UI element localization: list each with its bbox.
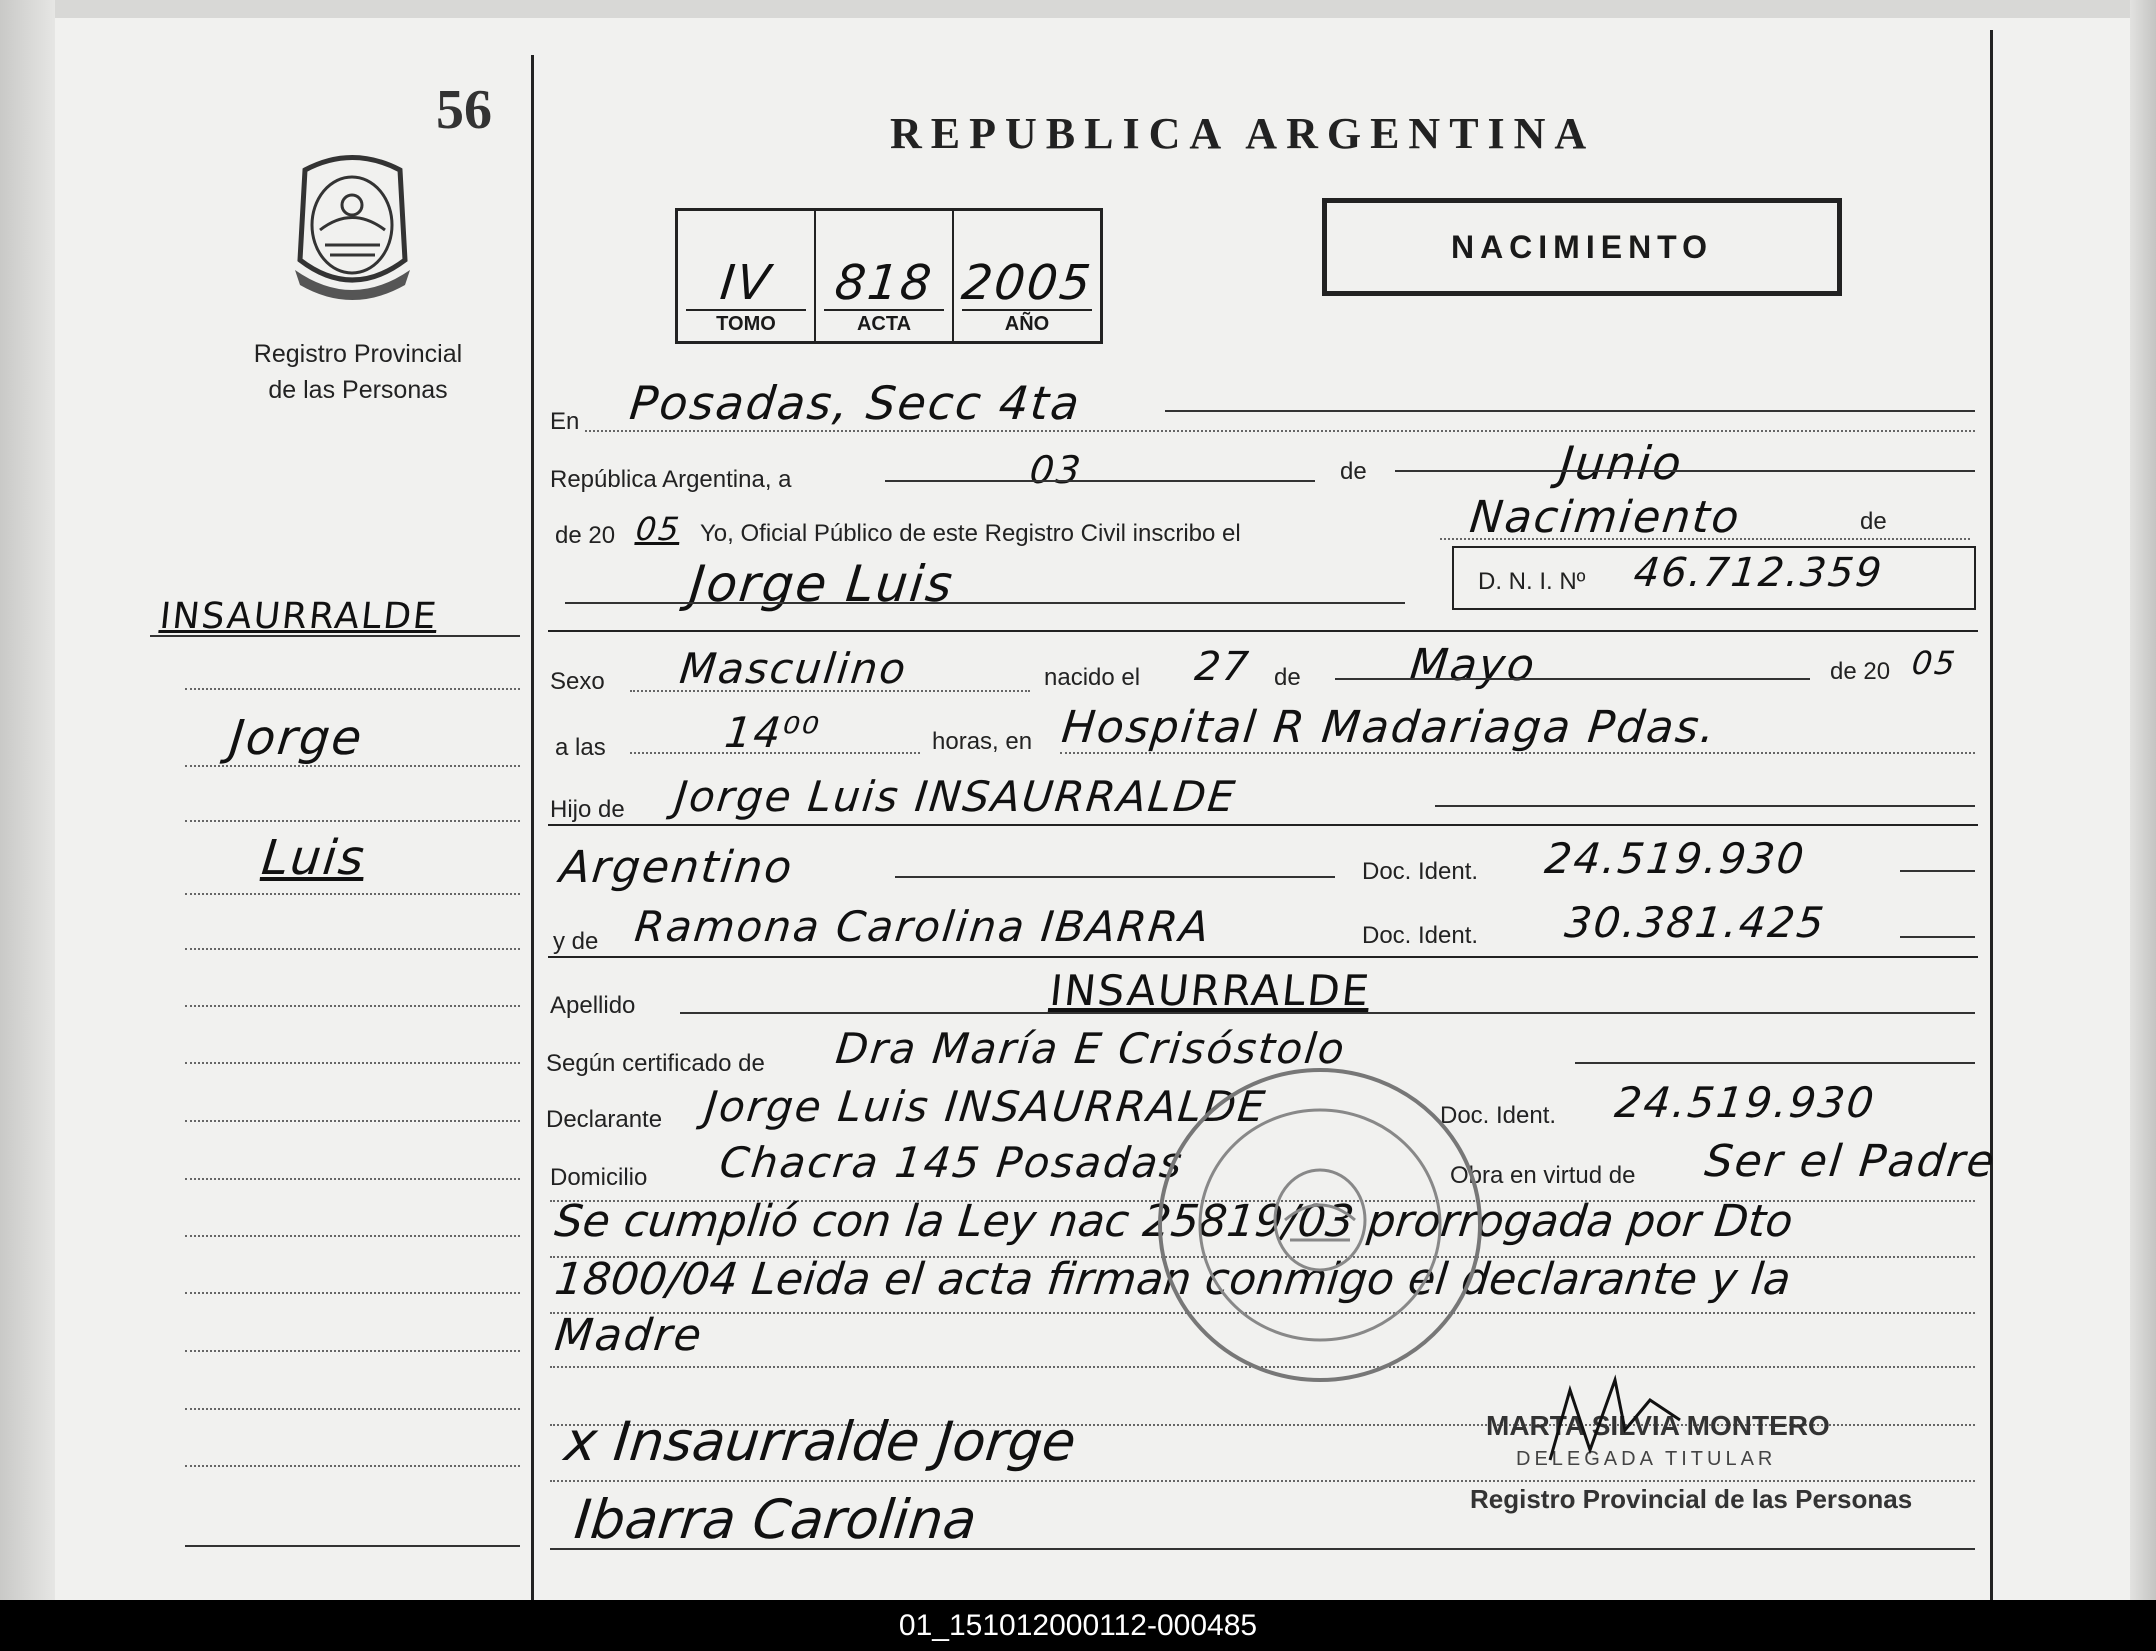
officer-name: MARTA SILVIA MONTERO: [1486, 1410, 1830, 1441]
form-rule: [680, 1012, 1975, 1014]
form-rule: [1440, 538, 1970, 540]
section-rule: [548, 630, 1978, 632]
dni-box: [1452, 546, 1976, 610]
province-seal-icon: [285, 150, 420, 300]
yo-text: Yo, Oficial Público de este Registro Civil inscribo el: [700, 520, 1241, 547]
apellido-value: INSAURRALDE: [1047, 966, 1373, 1015]
registry-name: [218, 336, 498, 408]
ano-label: AÑO: [1004, 313, 1050, 335]
mother-doc: 30.381.425: [1562, 898, 1829, 947]
birth-year-prefix: de 20: [1830, 658, 1891, 685]
sexo-value: Masculino: [677, 644, 910, 693]
margin-rule: [185, 1062, 520, 1064]
notes-line-1: Se cumplió con la Ley nac 25819/03 prorrogada por Dto: [552, 1196, 1796, 1247]
person-name: Jorge Luis: [686, 555, 957, 613]
ano-cell: [954, 211, 1100, 341]
tomo-rule: [686, 309, 806, 311]
notes-line-3: Madre: [552, 1310, 706, 1361]
country-title: REPUBLICA ARGENTINA: [890, 109, 1596, 158]
margin-first-name: Jorge: [227, 710, 367, 766]
hour-value: 14⁰⁰: [722, 708, 823, 757]
de-label: de: [1340, 458, 1367, 485]
margin-rule: [185, 1408, 520, 1410]
form-rule: [1900, 936, 1975, 938]
record-number-box: [675, 208, 1103, 344]
margin-rule: [185, 1292, 520, 1294]
acta-cell: [816, 211, 954, 341]
margin-rule: [185, 1350, 520, 1352]
father-name: Jorge Luis INSAURRALDE: [672, 772, 1240, 821]
form-rule: [1060, 752, 1975, 754]
ano-rule: [962, 309, 1092, 311]
section-rule: [548, 824, 1978, 826]
form-rule: [1900, 870, 1975, 872]
margin-rule: [185, 1005, 520, 1007]
obra-label: Obra en virtud de: [1450, 1162, 1636, 1189]
mother-name: Ramona Carolina IBARRA: [632, 902, 1213, 951]
declarante-doc: 24.519.930: [1612, 1078, 1879, 1127]
officer-title: DELEGADA TITULAR: [1516, 1448, 1777, 1470]
father-doc-label: Doc. Ident.: [1362, 858, 1479, 885]
declarante-doc-label: Doc. Ident.: [1440, 1102, 1557, 1129]
father-nationality: Argentino: [557, 842, 797, 893]
margin-divider: [531, 55, 534, 1600]
margin-rule: [185, 893, 520, 895]
acta-label: ACTA: [856, 313, 912, 335]
official-stamp-icon: [1150, 1060, 1490, 1390]
day-value: 03: [1027, 448, 1085, 492]
en-label: En: [550, 408, 580, 435]
form-rule: [630, 690, 1030, 692]
form-rule: [1165, 410, 1975, 412]
obra-value: Ser el Padre: [1702, 1136, 1999, 1187]
tomo-label: TOMO: [716, 313, 776, 335]
de-label-2: de: [1860, 508, 1887, 535]
act-value: Nacimiento: [1467, 492, 1744, 543]
record-type: NACIMIENTO: [1322, 198, 1842, 296]
en-value: Posadas, Secc 4ta: [627, 376, 1084, 430]
father-doc: 24.519.930: [1542, 834, 1809, 883]
ano-value: 2005: [958, 255, 1096, 311]
section-rule: [548, 956, 1978, 958]
registry-line1: Registro Provincial: [253, 340, 463, 368]
place-value: Hospital R Madariaga Pdas.: [1059, 702, 1720, 753]
form-rule: [585, 430, 1975, 432]
sheet-number: 56: [436, 79, 492, 141]
birth-month: Mayo: [1407, 640, 1539, 691]
segun-value: Dra María E Crisóstolo: [833, 1024, 1349, 1073]
sexo-label: Sexo: [550, 668, 605, 695]
margin-surname: INSAURRALDE: [157, 596, 440, 637]
domicilio-value: Chacra 145 Posadas: [717, 1138, 1187, 1187]
margin-rule: [185, 820, 520, 822]
form-rule: [1395, 470, 1975, 472]
de-label-3: de: [1274, 664, 1301, 691]
declarante-value: Jorge Luis INSAURRALDE: [702, 1082, 1270, 1131]
dni-label: D. N. I. Nº: [1478, 568, 1586, 595]
y-de-label: y de: [553, 928, 599, 955]
acta-rule: [824, 309, 944, 311]
dni-value: 46.712.359: [1631, 550, 1886, 596]
margin-rule: [185, 1178, 520, 1180]
tomo-value: IV: [717, 255, 775, 311]
form-rule: [550, 1480, 1975, 1482]
margin-rule: [185, 1120, 520, 1122]
mother-doc-label: Doc. Ident.: [1362, 922, 1479, 949]
officer-org: Registro Provincial de las Personas: [1470, 1484, 1913, 1514]
margin-rule: [185, 1545, 520, 1547]
form-rule: [1335, 678, 1810, 680]
birth-day: 27: [1192, 644, 1253, 690]
margin-rule: [185, 1465, 520, 1467]
margin-rule: [185, 1235, 520, 1237]
margin-rule: [185, 688, 520, 690]
horas-label: horas, en: [932, 728, 1033, 755]
hijo-label: Hijo de: [550, 796, 625, 823]
margin-middle-name: Luis: [259, 830, 369, 886]
birth-year: 05: [1910, 644, 1959, 682]
year-prefix: de 20: [555, 522, 616, 549]
acta-value: 818: [832, 255, 936, 311]
apellido-label: Apellido: [550, 992, 636, 1019]
month-value: Junio: [1557, 436, 1686, 490]
registry-line2: de las Personas: [268, 376, 448, 404]
form-rule: [565, 602, 1405, 604]
a-las-label: a las: [555, 734, 606, 761]
margin-rule: [150, 635, 520, 637]
form-rule: [895, 876, 1335, 878]
declarante-label: Declarante: [546, 1106, 663, 1133]
segun-label: Según certificado de: [546, 1050, 765, 1077]
form-rule: [630, 752, 920, 754]
margin-rule: [185, 948, 520, 950]
page-right-edge: [2130, 0, 2156, 1600]
form-rule: [885, 480, 1315, 482]
tomo-cell: [678, 211, 816, 341]
image-id-bar: [0, 1600, 2156, 1651]
right-border: [1990, 30, 1993, 1600]
signature-mother: Ibarra Carolina: [571, 1488, 980, 1551]
binding-edge: [0, 0, 55, 1600]
margin-rule: [185, 765, 520, 767]
notes-line-2: 1800/04 Leida el acta firman conmigo el declarante y la: [552, 1254, 1794, 1305]
republica-label: República Argentina, a: [550, 466, 792, 493]
signature-father: x Insaurralde Jorge: [561, 1410, 1079, 1473]
officer-signature-mark-icon: [1530, 1370, 1730, 1480]
domicilio-label: Domicilio: [550, 1164, 648, 1191]
nacido-label: nacido el: [1044, 664, 1141, 691]
year-value: 05: [634, 510, 683, 548]
form-rule: [1435, 805, 1975, 807]
form-rule: [1575, 1062, 1975, 1064]
image-id: 01_151012000112-000485: [898, 1608, 1258, 1642]
